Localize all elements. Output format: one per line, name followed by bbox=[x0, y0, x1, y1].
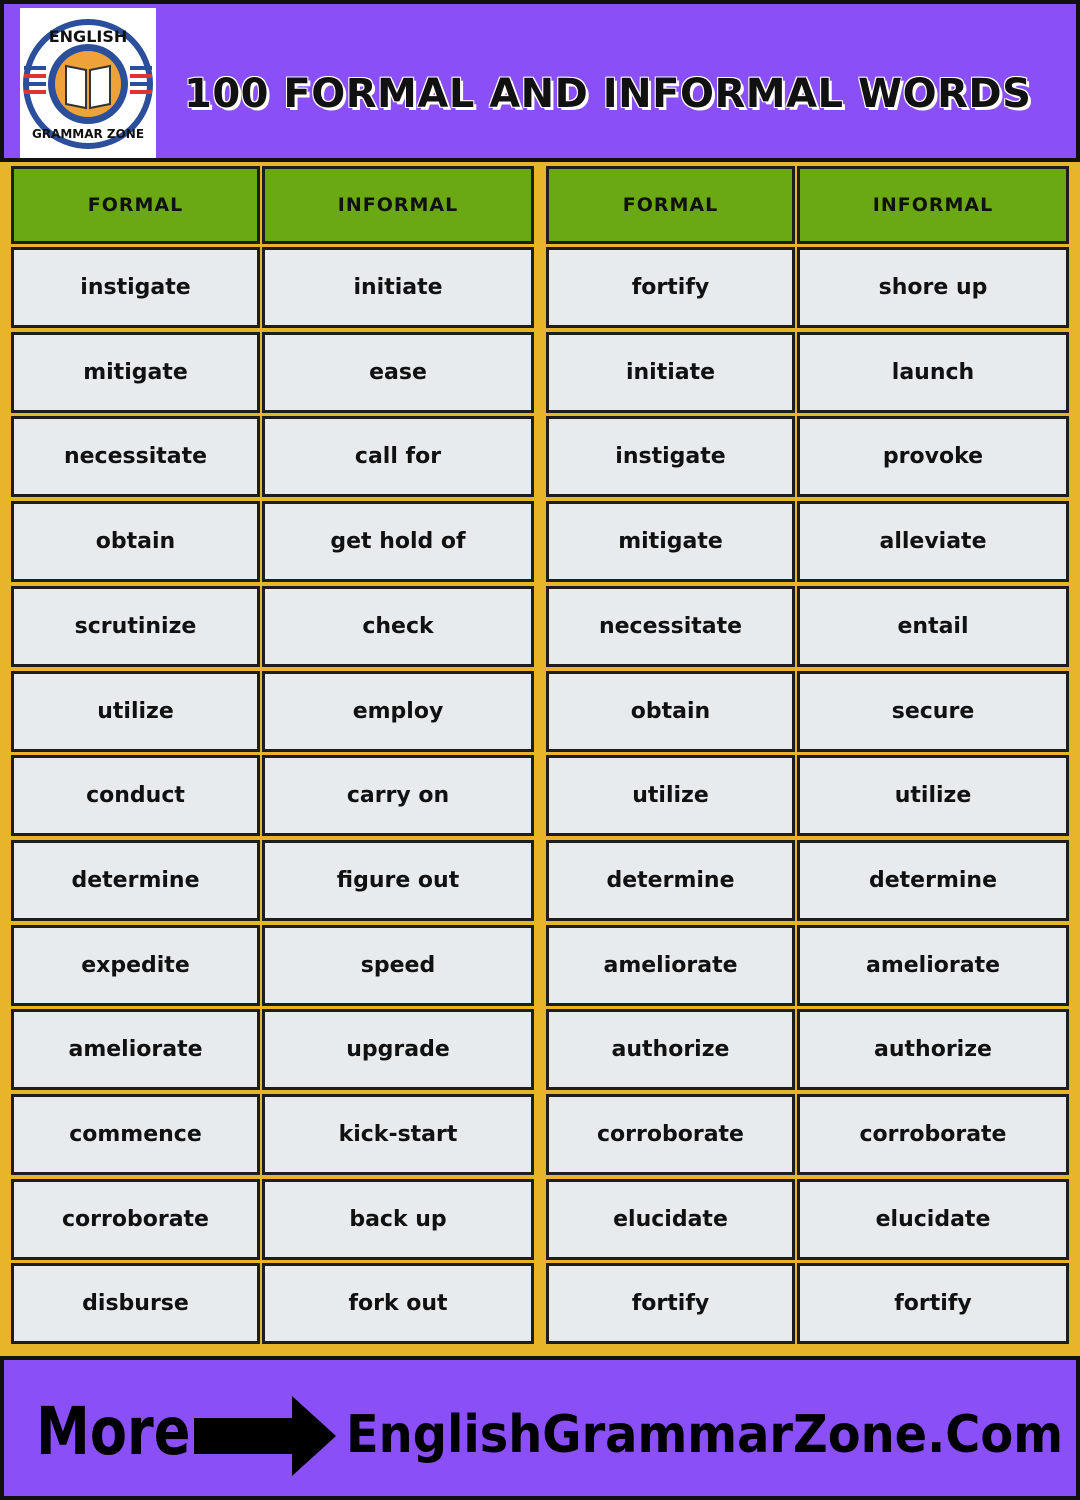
informal-word-cell: secure bbox=[797, 671, 1069, 752]
formal-word-cell: obtain bbox=[546, 671, 795, 752]
informal-word-cell: launch bbox=[797, 332, 1069, 413]
column-header-informal: INFORMAL bbox=[797, 166, 1069, 244]
formal-word-cell: determine bbox=[546, 840, 795, 921]
formal-word-cell: necessitate bbox=[11, 416, 260, 497]
informal-word-cell: back up bbox=[262, 1179, 534, 1260]
informal-word-cell: ease bbox=[262, 332, 534, 413]
formal-word-cell: mitigate bbox=[546, 501, 795, 582]
formal-word-cell: corroborate bbox=[11, 1179, 260, 1260]
informal-word-cell: carry on bbox=[262, 755, 534, 836]
formal-word-cell: conduct bbox=[11, 755, 260, 836]
svg-text:ENGLISH: ENGLISH bbox=[48, 27, 128, 46]
informal-word-cell: speed bbox=[262, 925, 534, 1006]
informal-word-cell: call for bbox=[262, 416, 534, 497]
informal-word-cell: upgrade bbox=[262, 1009, 534, 1090]
formal-word-cell: corroborate bbox=[546, 1094, 795, 1175]
informal-word-cell: elucidate bbox=[797, 1179, 1069, 1260]
informal-word-cell: get hold of bbox=[262, 501, 534, 582]
formal-word-cell: authorize bbox=[546, 1009, 795, 1090]
page-title: 100 FORMAL AND INFORMAL WORDS bbox=[184, 71, 1032, 117]
informal-word-cell: alleviate bbox=[797, 501, 1069, 582]
informal-word-cell: corroborate bbox=[797, 1094, 1069, 1175]
column-header-formal: FORMAL bbox=[546, 166, 795, 244]
informal-word-cell: check bbox=[262, 586, 534, 667]
informal-word-cell: initiate bbox=[262, 247, 534, 328]
formal-word-cell: necessitate bbox=[546, 586, 795, 667]
open-book-icon bbox=[20, 8, 156, 158]
informal-word-cell: fork out bbox=[262, 1263, 534, 1344]
informal-word-cell: ameliorate bbox=[797, 925, 1069, 1006]
formal-word-cell: fortify bbox=[546, 247, 795, 328]
formal-word-cell: elucidate bbox=[546, 1179, 795, 1260]
informal-word-cell: entail bbox=[797, 586, 1069, 667]
informal-word-cell: shore up bbox=[797, 247, 1069, 328]
footer-banner bbox=[0, 1356, 1080, 1500]
column-header-formal: FORMAL bbox=[11, 166, 260, 244]
svg-text:GRAMMAR ZONE: GRAMMAR ZONE bbox=[31, 127, 145, 141]
formal-word-cell: expedite bbox=[11, 925, 260, 1006]
formal-word-cell: fortify bbox=[546, 1263, 795, 1344]
formal-word-cell: commence bbox=[11, 1094, 260, 1175]
informal-word-cell: kick-start bbox=[262, 1094, 534, 1175]
word-table bbox=[0, 162, 1080, 1356]
formal-word-cell: determine bbox=[11, 840, 260, 921]
informal-word-cell: authorize bbox=[797, 1009, 1069, 1090]
informal-word-cell: fortify bbox=[797, 1263, 1069, 1344]
informal-word-cell: provoke bbox=[797, 416, 1069, 497]
website-link[interactable]: EnglishGrammarZone.Com bbox=[346, 1405, 1064, 1465]
formal-word-cell: instigate bbox=[546, 416, 795, 497]
header-banner bbox=[0, 0, 1080, 162]
right-arrow-icon bbox=[194, 1394, 338, 1478]
column-header-informal: INFORMAL bbox=[262, 166, 534, 244]
formal-word-cell: disburse bbox=[11, 1263, 260, 1344]
site-logo bbox=[20, 8, 156, 158]
formal-word-cell: ameliorate bbox=[546, 925, 795, 1006]
informal-word-cell: utilize bbox=[797, 755, 1069, 836]
more-label: More bbox=[36, 1393, 191, 1470]
informal-word-cell: figure out bbox=[262, 840, 534, 921]
formal-word-cell: utilize bbox=[546, 755, 795, 836]
formal-word-cell: utilize bbox=[11, 671, 260, 752]
formal-word-cell: instigate bbox=[11, 247, 260, 328]
formal-word-cell: mitigate bbox=[11, 332, 260, 413]
formal-word-cell: obtain bbox=[11, 501, 260, 582]
formal-word-cell: scrutinize bbox=[11, 586, 260, 667]
formal-word-cell: initiate bbox=[546, 332, 795, 413]
informal-word-cell: employ bbox=[262, 671, 534, 752]
formal-word-cell: ameliorate bbox=[11, 1009, 260, 1090]
informal-word-cell: determine bbox=[797, 840, 1069, 921]
